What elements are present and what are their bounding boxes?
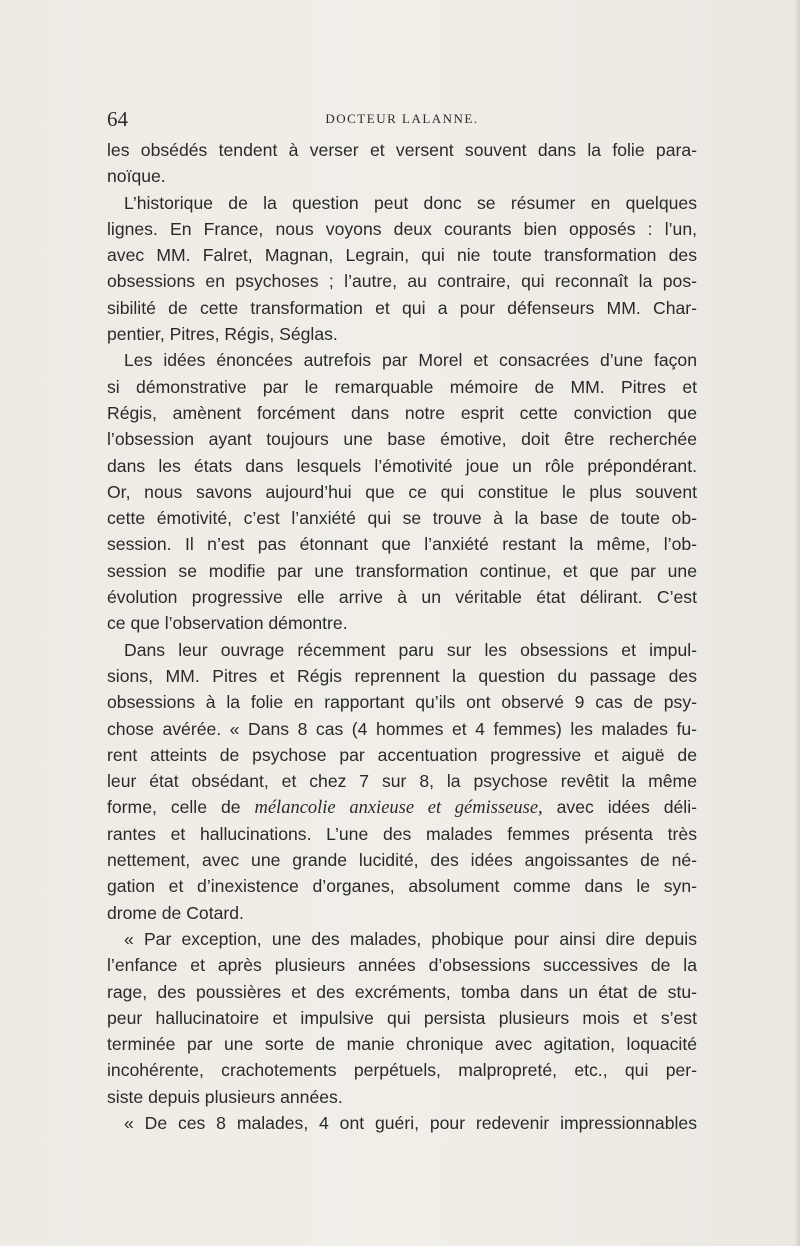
text-segment: avec idées déli- [542,797,697,818]
paragraph-first-line: Dans leur ouvrage récemment paru sur les obsessions et impul- [124,639,697,660]
text-line: l’obsession ayant toujours une base émotive, doit être recherchée [107,429,697,450]
running-head [107,106,697,132]
text-line: chose avérée. « Dans 8 cas (4 hommes et 4 femmes) les malades fu- [107,718,697,739]
page-number: 64 [107,107,128,131]
text-line: terminée par une sorte de manie chronique avec agitation, loquacité [107,1034,697,1055]
text-line: rage, des poussières et des excréments, tomba dans un état de stu- [107,981,697,1002]
body-text [107,137,697,1136]
text-line: Régis, amènent forcément dans notre esprit cette conviction que [107,402,697,423]
text-line: leur état obsédant, et chez 7 sur 8, la psychose revêtit la même [107,771,697,792]
text-line: rantes et hallucinations. L’une des malades femmes présenta très [107,823,697,844]
text-line: l’enfance et après plusieurs années d’obsessions successives de la [107,955,697,976]
text-line: avec MM. Falret, Magnan, Legrain, qui nie toute transformation des [107,245,697,266]
text-segment: forme, celle de [107,797,255,818]
text-line: si démonstrative par le remarquable mémoire de MM. Pitres et [107,376,697,397]
text-line: noïque. [107,166,166,187]
text-line: évolution progressive elle arrive à un véritable état délirant. C’est [107,587,697,608]
text-line: drome de Cotard. [107,902,244,923]
text-line: sibilité de cette transformation et qui a pour défenseurs MM. Char- [107,297,697,318]
text-line: siste depuis plusieurs années. [107,1086,343,1107]
text-line: incohérente, crachotements perpétuels, malpropreté, etc., qui per- [107,1060,697,1081]
text-line: gation et d’inexistence d’organes, absolument comme dans le syn- [107,876,697,897]
text-line: nettement, avec une grande lucidité, des idées angoissantes de né- [107,850,697,871]
text-line-with-italic [107,794,697,820]
paragraph-first-line: « Par exception, une des malades, phobique pour ainsi dire depuis [124,928,697,949]
text-line: session se modifie par une transformation continue, et que par une [107,560,697,581]
text-line: sions, MM. Pitres et Régis reprennent la question du passage des [107,665,697,686]
text-line: dans les états dans lesquels l’émotivité joue un rôle prépondérant. [107,455,697,476]
text-line: lignes. En France, nous voyons deux courants bien opposés : l’un, [107,218,697,239]
text-line: rent atteints de psychose par accentuation progressive et aiguë de [107,744,697,765]
text-line: Or, nous savons aujourd’hui que ce qui constitue le plus souvent [107,481,697,502]
text-line: pentier, Pitres, Régis, Séglas. [107,324,338,345]
text-line: obsessions à la folie en rapportant qu’ils ont observé 9 cas de psy- [107,692,697,713]
text-line: peur hallucinatoire et impulsive qui persista plusieurs mois et s’est [107,1007,697,1028]
text-line: les obsédés tendent à verser et versent souvent dans la folie para- [107,140,697,160]
text-line: cette émotivité, c’est l’anxiété qui se trouve à la base de toute ob- [107,508,697,529]
text-line: ce que l’observation démontre. [107,613,348,634]
running-title: DOCTEUR LALANNE. [325,111,479,126]
text-line: session. Il n’est pas étonnant que l’anxiété restant la même, l’ob- [107,534,697,555]
paragraph-first-line: L’historique de la question peut donc se résumer en quelques [124,192,697,213]
paragraph-first-line: Les idées énoncées autrefois par Morel et consacrées d’une façon [124,350,697,371]
text-line: obsessions en psychoses ; l’autre, au contraire, qui reconnaît la pos- [107,271,697,292]
italic-phrase: mélancolie anxieuse et gémisseuse, [254,798,543,819]
page-edge-shadow [794,0,800,1246]
paragraph-first-line: « De ces 8 malades, 4 ont guéri, pour redevenir impressionnables [124,1112,697,1133]
